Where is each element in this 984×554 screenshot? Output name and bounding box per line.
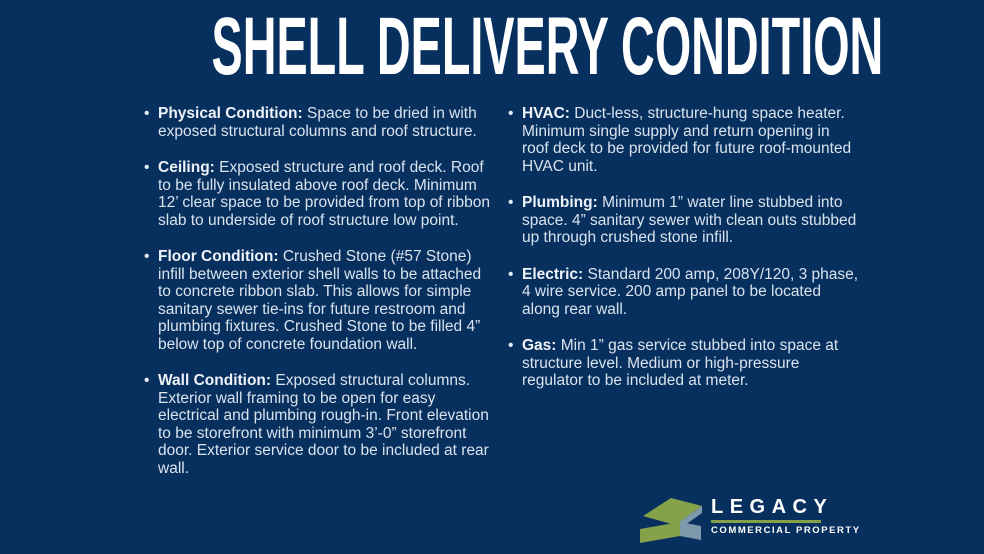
bullet-label: Gas: bbox=[522, 337, 557, 354]
bullet-icon: • bbox=[508, 194, 514, 211]
legacy-logo bbox=[636, 492, 861, 548]
bullet-content bbox=[522, 194, 860, 247]
bullet-text: Space to be dried in with exposed structural columns and roof structure. bbox=[158, 105, 477, 140]
bullet-text: Exposed structural columns. Exterior wall framing to be open for easy electrical and plumbing rough-in. Front elevation to be storefront with minimum 3’-0” storefront door. Exterior service door to be included at rear wall. bbox=[158, 372, 489, 477]
bullet-content bbox=[158, 105, 494, 140]
bullet-content bbox=[158, 248, 494, 353]
building-icon bbox=[636, 492, 704, 548]
bullet-label: Plumbing: bbox=[522, 194, 598, 211]
bullet-content bbox=[158, 372, 494, 477]
bullet-icon: • bbox=[144, 372, 150, 389]
left-column bbox=[144, 105, 494, 496]
logo-text-block bbox=[711, 492, 861, 535]
bullet-text: Standard 200 amp, 208Y/120, 3 phase, 4 wire service. 200 amp panel to be located along rear wall. bbox=[522, 265, 859, 318]
bullet-label: Floor Condition: bbox=[158, 248, 279, 265]
bullet-item-physical-condition bbox=[144, 105, 494, 140]
bullet-icon: • bbox=[508, 265, 514, 283]
logo-tagline: COMMERCIAL PROPERTY bbox=[711, 524, 861, 536]
logo-divider bbox=[711, 520, 821, 523]
bullet-icon: • bbox=[144, 248, 150, 265]
bullet-text: Crushed Stone (#57 Stone) infill between exterior shell walls to be attached to concrete ribbon slab. This allows for simple sanitary sewer tie-ins for future restroom and plumbing fixtures. Crushed Stone to be filled 4” below top of concrete foundation wall. bbox=[158, 248, 482, 353]
bullet-item-ceiling bbox=[144, 159, 494, 229]
right-column bbox=[508, 105, 860, 409]
page-title: SHELL DELIVERY CONDITION bbox=[211, 1, 884, 92]
bullet-item-gas bbox=[508, 337, 860, 390]
bullet-text: Min 1” gas service stubbed into space at structure level. Medium or high-pressure regulator to be included at meter. bbox=[522, 337, 839, 389]
bullet-icon: • bbox=[508, 105, 514, 122]
bullet-text: Minimum 1” water line stubbed into space. 4” sanitary sewer with clean outs stubbed up through crushed stone infill. bbox=[522, 194, 857, 246]
bullet-text: Duct-less, structure-hung space heater. Minimum single supply and return opening in roof deck to be provided for future roof-mounted HVAC unit. bbox=[522, 105, 852, 175]
bullet-label: Wall Condition: bbox=[158, 372, 272, 389]
bullet-content bbox=[522, 337, 860, 390]
bullet-content bbox=[522, 105, 860, 175]
bullet-item-wall-condition bbox=[144, 372, 494, 477]
bullet-label: Ceiling: bbox=[158, 159, 215, 176]
bullet-icon: • bbox=[508, 337, 514, 354]
bullet-label: Physical Condition: bbox=[158, 105, 303, 122]
bullet-label: HVAC: bbox=[522, 105, 570, 122]
bullet-label: Electric: bbox=[522, 265, 584, 283]
bullet-icon: • bbox=[144, 105, 150, 122]
bullet-content bbox=[522, 266, 860, 319]
bullet-content bbox=[158, 159, 494, 229]
bullet-item-electric bbox=[508, 266, 860, 319]
bullet-text: Exposed structure and roof deck. Roof to be fully insulated above roof deck. Minimum 12’ clear space to be provided from top of ribbon slab to underside of roof structure low point. bbox=[158, 159, 491, 229]
bullet-item-plumbing bbox=[508, 194, 860, 247]
bullet-icon: • bbox=[144, 159, 150, 176]
bullet-item-hvac bbox=[508, 105, 860, 175]
logo-name: LEGACY bbox=[711, 496, 834, 518]
bullet-item-floor-condition bbox=[144, 248, 494, 353]
